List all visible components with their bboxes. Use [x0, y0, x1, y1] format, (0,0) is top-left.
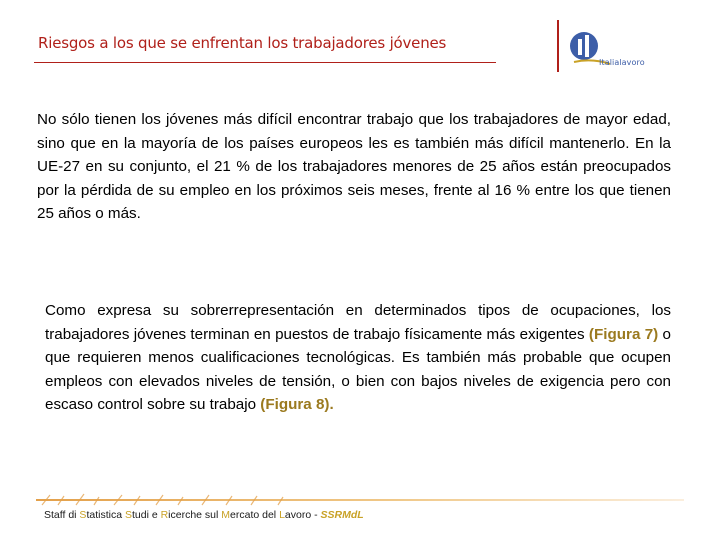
footer-text: Staff di: [44, 509, 80, 521]
footer-acronym: SSRMdL: [320, 509, 364, 521]
footer-text: icerche sul: [168, 509, 222, 521]
footer-credit: [44, 509, 364, 521]
logo-wordmark: Italialavoro: [599, 58, 645, 67]
header-divider: [557, 20, 559, 72]
footer-text: tatistica: [86, 509, 125, 521]
paragraph-1: No sólo tienen los jóvenes más difícil encontrar trabajo que los trabajadores de mayor edad, sino que en la mayoría de los países europeos les es también más difícil mantenerlo. En la UE-27 en su conjunto, el 21 % de los trabajadores menores de 25 años están preocupados por la pérdida de su empleo en los próximos seis meses, frente al 16 % entre los que tienen 25 años o más.: [37, 111, 671, 222]
footer-text: avoro -: [284, 509, 321, 521]
slide-title: Riesgos a los que se enfrentan los trabajadores jóvenes: [38, 34, 447, 52]
footer-text: tudi e: [131, 509, 161, 521]
footer-initial: M: [221, 509, 231, 521]
footer-text: ercato del: [230, 509, 280, 521]
footer-initial: S: [124, 509, 132, 521]
footer-decorative-band: [36, 493, 684, 507]
figure-7-link[interactable]: (Figura 7): [588, 325, 659, 343]
footer-initial: L: [279, 509, 285, 521]
paragraph-2-text-a: Como expresa su sobrerrepresentación en determinados tipos de ocupaciones, los trabajadores jóvenes terminan en puestos de trabajo físicamente más exigentes: [45, 302, 671, 343]
paragraph-2: [45, 299, 671, 417]
title-underline: [34, 62, 496, 63]
paragraph-2-text-b: o que requieren menos cualificaciones tecnológicas. Es también más probable que ocupen empleos con elevados niveles de tensión, o bien con bajos niveles de exigencia pero con escaso control sobre su trabajo: [45, 325, 671, 413]
figure-8-link[interactable]: (Figura 8).: [260, 396, 334, 413]
footer-initial: S: [79, 509, 87, 521]
footer-initial: R: [160, 509, 169, 521]
